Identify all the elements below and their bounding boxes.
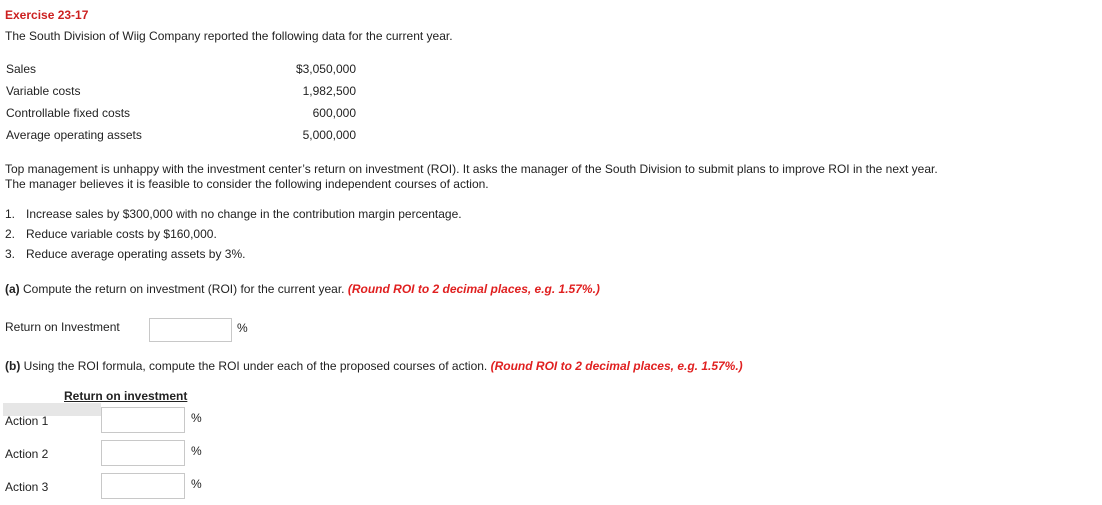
part-a-label: (a) bbox=[5, 282, 20, 296]
list-item: 1. Increase sales by $300,000 with no change in the contribution margin percentage. bbox=[5, 207, 462, 221]
action-3-roi-input[interactable] bbox=[101, 473, 185, 499]
list-item: 2. Reduce variable costs by $160,000. bbox=[5, 227, 217, 241]
part-b-question bbox=[5, 359, 743, 373]
list-item: 3. Reduce average operating assets by 3%. bbox=[5, 247, 246, 261]
courses-list bbox=[5, 207, 462, 267]
part-b-hint: (Round ROI to 2 decimal places, e.g. 1.57%.) bbox=[490, 359, 743, 373]
data-row-variable-costs bbox=[6, 84, 356, 102]
roi-column-header: Return on investment bbox=[64, 389, 188, 403]
roi-percent-unit: % bbox=[237, 321, 248, 335]
part-a-hint: (Round ROI to 2 decimal places, e.g. 1.57%.) bbox=[347, 282, 600, 296]
data-value: 5,000,000 bbox=[302, 128, 356, 142]
action-3-label: Action 3 bbox=[5, 480, 49, 494]
action-1-percent-unit: % bbox=[191, 411, 202, 425]
paragraph-line-2: The manager believes it is feasible to consider the following independent courses of action. bbox=[5, 177, 489, 191]
part-a-text: Compute the return on investment (ROI) for the current year. bbox=[23, 282, 345, 296]
data-label: Controllable fixed costs bbox=[6, 106, 131, 120]
problem-paragraph bbox=[5, 162, 1095, 192]
exercise-intro: The South Division of Wiig Company reported the following data for the current year. bbox=[5, 29, 453, 43]
data-label: Average operating assets bbox=[6, 128, 142, 142]
paragraph-line-1: Top management is unhappy with the investment center’s return on investment (ROI). It asks the manager of the South Division to submit plans to improve ROI in the next year. bbox=[5, 162, 938, 176]
data-value: 1,982,500 bbox=[302, 84, 356, 98]
part-b-text: Using the ROI formula, compute the ROI under each of the proposed courses of action. bbox=[23, 359, 488, 373]
exercise-title: Exercise 23-17 bbox=[5, 8, 89, 22]
part-b-label: (b) bbox=[5, 359, 21, 373]
action-3-percent-unit: % bbox=[191, 477, 202, 491]
action-2-roi-input[interactable] bbox=[101, 440, 185, 466]
action-2-label: Action 2 bbox=[5, 447, 49, 461]
action-1-label: Action 1 bbox=[5, 414, 49, 428]
data-row-controllable-fixed-costs bbox=[6, 106, 356, 124]
data-row-average-operating-assets bbox=[6, 128, 356, 146]
data-row-sales bbox=[6, 62, 356, 80]
data-label: Sales bbox=[6, 62, 37, 76]
data-value: $3,050,000 bbox=[295, 62, 356, 76]
part-a-question bbox=[5, 282, 600, 296]
roi-field-label: Return on Investment bbox=[5, 320, 120, 334]
data-label: Variable costs bbox=[6, 84, 81, 98]
roi-input[interactable] bbox=[149, 318, 232, 342]
data-value: 600,000 bbox=[312, 106, 356, 120]
action-2-percent-unit: % bbox=[191, 444, 202, 458]
action-1-roi-input[interactable] bbox=[101, 407, 185, 433]
